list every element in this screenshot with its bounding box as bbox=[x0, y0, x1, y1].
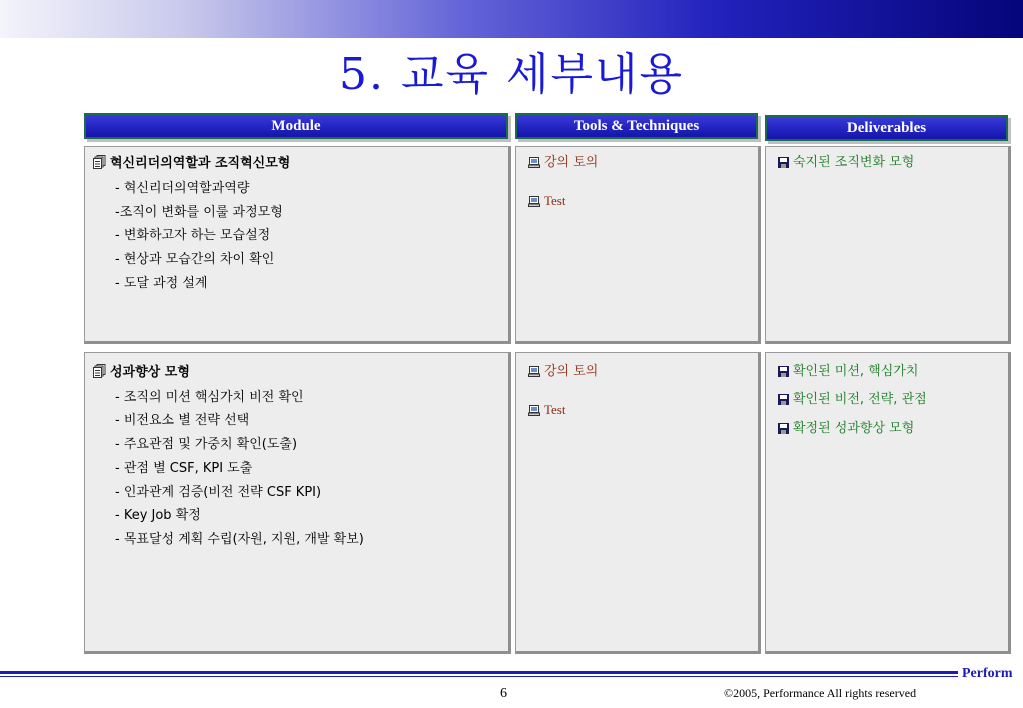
module-title: 성과향상 모형 bbox=[93, 364, 190, 383]
deliverable-item: 확인된 비전, 전략, 관점 bbox=[778, 392, 927, 410]
page-number: 6 bbox=[500, 686, 507, 701]
module-item: - 주요관점 및 가중치 확인(도출) bbox=[115, 437, 298, 452]
save-disk-icon bbox=[778, 423, 789, 439]
header-deliverables: Deliverables bbox=[765, 115, 1008, 141]
copyright-text: ©2005, Performance All rights reserved bbox=[724, 686, 917, 700]
row1-deliverables-cell bbox=[765, 146, 1011, 344]
header-module: Module bbox=[84, 113, 508, 139]
footer-divider bbox=[0, 671, 958, 674]
row2-tools-cell bbox=[515, 352, 761, 654]
tool-item: Test bbox=[528, 402, 565, 420]
module-item: - 관점 별 CSF, KPI 도출 bbox=[115, 461, 253, 476]
page-title: 5. 교육 세부내용 bbox=[339, 49, 684, 100]
document-stack-icon bbox=[93, 155, 106, 174]
tool-item: Test bbox=[528, 193, 565, 211]
footer-brand: Perform bbox=[962, 666, 1013, 681]
row1-tools-cell bbox=[515, 146, 761, 344]
module-item: -조직이 변화를 이룰 과정모형 bbox=[115, 205, 283, 220]
computer-icon bbox=[528, 157, 540, 173]
module-item: - 변화하고자 하는 모습설정 bbox=[115, 228, 271, 243]
computer-icon bbox=[528, 404, 540, 420]
document-stack-icon bbox=[93, 364, 106, 383]
computer-icon bbox=[528, 195, 540, 211]
deliverable-item: 확정된 성과향상 모형 bbox=[778, 421, 914, 439]
module-item: - 조직의 미션 핵심가치 비전 확인 bbox=[115, 390, 304, 405]
module-item: - 비전요소 별 전략 선택 bbox=[115, 413, 250, 428]
save-disk-icon bbox=[778, 394, 789, 410]
footer-divider-thin bbox=[0, 676, 958, 677]
module-item: - Key Job 확정 bbox=[115, 508, 201, 523]
top-gradient-bar bbox=[0, 0, 1023, 38]
save-disk-icon bbox=[778, 157, 789, 173]
save-disk-icon bbox=[778, 366, 789, 382]
row1-module-cell bbox=[84, 146, 511, 344]
module-title: 혁신리더의역할과 조직혁신모형 bbox=[93, 155, 290, 174]
deliverable-item: 숙지된 조직변화 모형 bbox=[778, 155, 914, 173]
module-item: - 혁신리더의역할과역량 bbox=[115, 181, 250, 196]
tool-item: 강의 토의 bbox=[528, 364, 598, 382]
module-item: - 도달 과정 설계 bbox=[115, 276, 208, 291]
tool-item: 강의 토의 bbox=[528, 155, 598, 173]
deliverable-item: 확인된 미션, 핵심가치 bbox=[778, 364, 918, 382]
module-item: - 목표달성 계획 수립(자원, 지원, 개발 확보) bbox=[115, 532, 364, 547]
header-tools: Tools & Techniques bbox=[515, 113, 758, 139]
computer-icon bbox=[528, 366, 540, 382]
module-item: - 현상과 모습간의 차이 확인 bbox=[115, 252, 275, 267]
module-item: - 인과관계 검증(비전 전략 CSF KPI) bbox=[115, 485, 322, 500]
